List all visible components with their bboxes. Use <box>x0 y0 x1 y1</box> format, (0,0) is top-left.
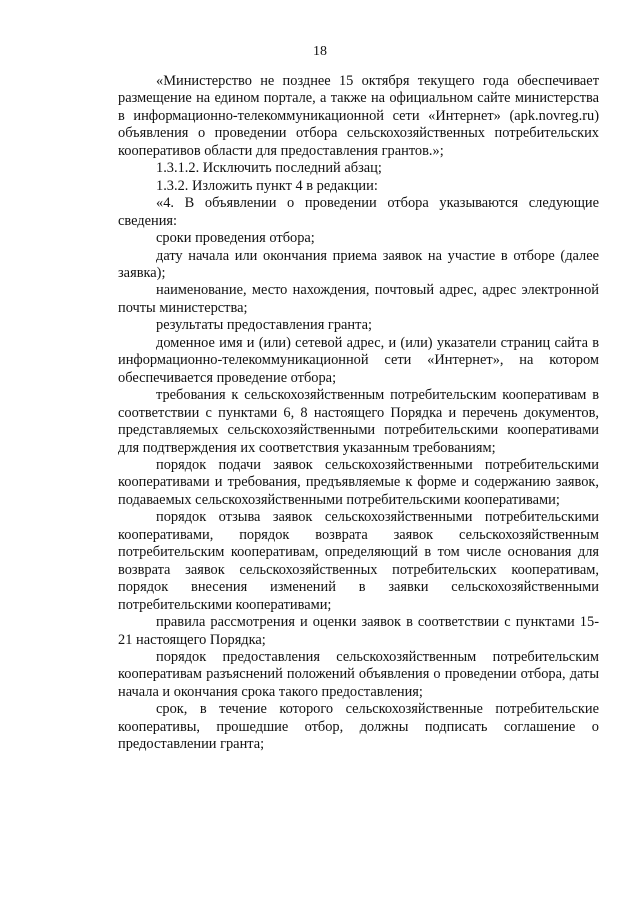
paragraph-1-3-1-2: 1.3.1.2. Исключить последний абзац; <box>156 160 382 177</box>
list-item-cooperative-requirements: требования к сельскохозяйственным потребительским кооперативам в соответствии с пунктами 6, 8 настоящего Порядка и перечень документов, представляемых сельскохозяйственными потребительскими кооперативами для подтверждения их соответствия указанным требованиям; <box>118 387 599 456</box>
paragraph-ministry-publication: «Министерство не позднее 15 октября текущего года обеспечивает размещение на едином портале, а также на официальном сайте министерства в информационно-телекоммуникационной сети «Интернет» (apk.novreg.ru) объявления о проведении отбора сельскохозяйственных потребительских кооперативов области для предоставления грантов.»; <box>118 73 599 159</box>
list-item-agreement-deadline: срок, в течение которого сельскохозяйственные потребительские кооперативы, прошедшие отбор, должны подписать соглашение о предоставлении гранта; <box>118 701 599 753</box>
list-item-application-dates: дату начала или окончания приема заявок на участие в отборе (далее заявка); <box>118 247 599 281</box>
page-number: 18 <box>313 44 327 59</box>
list-item-selection-dates: сроки проведения отбора; <box>156 230 315 247</box>
list-item-evaluation-rules: правила рассмотрения и оценки заявок в соответствии с пунктами 15-21 настоящего Порядка; <box>118 614 599 648</box>
paragraph-1-3-2: 1.3.2. Изложить пункт 4 в редакции: <box>156 177 378 194</box>
list-item-clarification-procedure: порядок предоставления сельскохозяйственным потребительским кооперативам разъяснений положений объявления о проведении отбора, даты начала и окончания срока такого предоставления; <box>118 648 599 700</box>
list-item-withdrawal-procedure: порядок отзыва заявок сельскохозяйственными потребительскими кооперативами, порядок возврата заявок сельскохозяйственным потребительским кооперативам, определяющий в том числе основания для возврата заявок сельскохозяйственных потребительских кооперативам, порядок внесения изменений в заявки сельскохозяйственными потребительскими кооперативами; <box>118 509 599 613</box>
document-body <box>118 73 599 754</box>
list-item-domain-name: доменное имя и (или) сетевой адрес, и (или) указатели страниц сайта в информационно-телекоммуникационной сети «Интернет», на котором обеспечивается проведение отбора; <box>118 334 599 386</box>
list-item-grant-results: результаты предоставления гранта; <box>156 317 372 334</box>
list-item-application-procedure: порядок подачи заявок сельскохозяйственными потребительскими кооперативами и требования, предъявляемые к форме и содержанию заявок, подаваемых сельскохозяйственными потребительскими кооперативами; <box>118 456 599 508</box>
list-item-ministry-contacts: наименование, место нахождения, почтовый адрес, адрес электронной почты министерства; <box>118 282 599 316</box>
paragraph-point-4-intro: «4. В объявлении о проведении отбора указываются следующие сведения: <box>118 195 599 229</box>
